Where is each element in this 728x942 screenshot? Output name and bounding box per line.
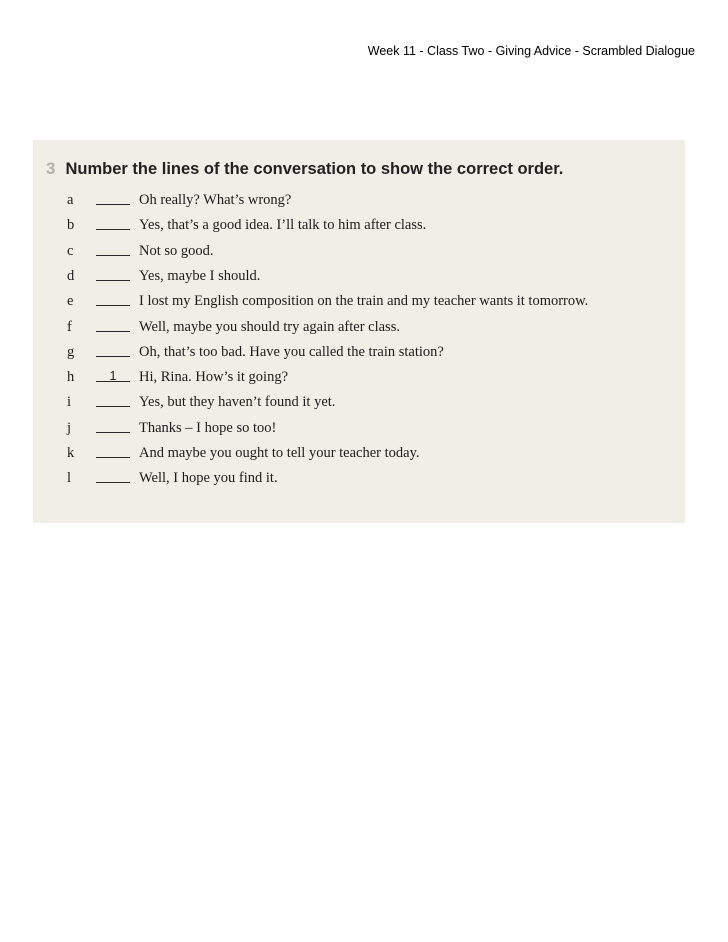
- dialogue-line: [0, 442, 728, 464]
- dialogue-line: [0, 214, 728, 236]
- line-letter: j: [67, 419, 72, 436]
- answer-blank[interactable]: [96, 457, 130, 458]
- dialogue-line: [0, 366, 728, 388]
- line-text: Yes, but they haven’t found it yet.: [139, 394, 336, 411]
- dialogue-line: [0, 417, 728, 439]
- exercise-instruction: Number the lines of the conversation to show the correct order.: [65, 159, 564, 178]
- answer-blank[interactable]: [96, 406, 130, 407]
- dialogue-line: [0, 341, 728, 363]
- line-letter: a: [67, 192, 74, 208]
- dialogue-line: [0, 316, 728, 338]
- line-text: Thanks – I hope so too!: [139, 419, 277, 436]
- answer-blank[interactable]: [96, 482, 130, 483]
- line-letter: i: [67, 394, 72, 411]
- answer-blank[interactable]: [96, 305, 130, 306]
- line-letter: g: [67, 343, 75, 360]
- answer-blank[interactable]: [96, 331, 130, 332]
- line-text: Oh, that’s too bad. Have you called the train station?: [139, 343, 444, 360]
- exercise-heading: [46, 157, 563, 181]
- line-text: I lost my English composition on the train and my teacher wants it tomorrow.: [139, 293, 589, 310]
- line-letter: b: [67, 217, 75, 234]
- line-letter: c: [67, 242, 74, 259]
- line-letter: e: [67, 293, 74, 310]
- answer-blank[interactable]: [96, 280, 130, 281]
- line-text: Hi, Rina. How’s it going?: [139, 369, 289, 386]
- line-letter: d: [67, 267, 75, 284]
- line-text: And maybe you ought to tell your teacher today.: [139, 445, 420, 461]
- dialogue-line: [0, 391, 728, 413]
- dialogue-line: [0, 240, 728, 262]
- answer-blank[interactable]: [96, 204, 130, 205]
- line-text: Not so good.: [139, 242, 214, 259]
- answer-blank[interactable]: [96, 229, 130, 230]
- answer-blank[interactable]: [96, 255, 130, 256]
- dialogue-line: [0, 189, 728, 211]
- line-letter: f: [67, 318, 72, 335]
- line-text: Well, I hope you find it.: [139, 470, 278, 487]
- line-letter: k: [67, 445, 75, 461]
- line-text: Yes, maybe I should.: [139, 267, 261, 284]
- dialogue-line: [0, 467, 728, 489]
- exercise-number: 3: [46, 159, 56, 178]
- answer-number: 1: [109, 369, 117, 384]
- line-text: Well, maybe you should try again after class.: [139, 318, 400, 335]
- dialogue-line: [0, 290, 728, 312]
- page-title: Week 11 - Class Two - Giving Advice - Scrambled Dialogue: [367, 44, 695, 58]
- line-letter: h: [67, 369, 75, 386]
- dialogue-line: [0, 265, 728, 287]
- line-text: Oh really? What’s wrong?: [139, 192, 292, 208]
- answer-blank[interactable]: [96, 356, 130, 357]
- line-text: Yes, that’s a good idea. I’ll talk to him after class.: [139, 217, 427, 234]
- answer-blank[interactable]: [96, 432, 130, 433]
- line-letter: l: [67, 470, 72, 487]
